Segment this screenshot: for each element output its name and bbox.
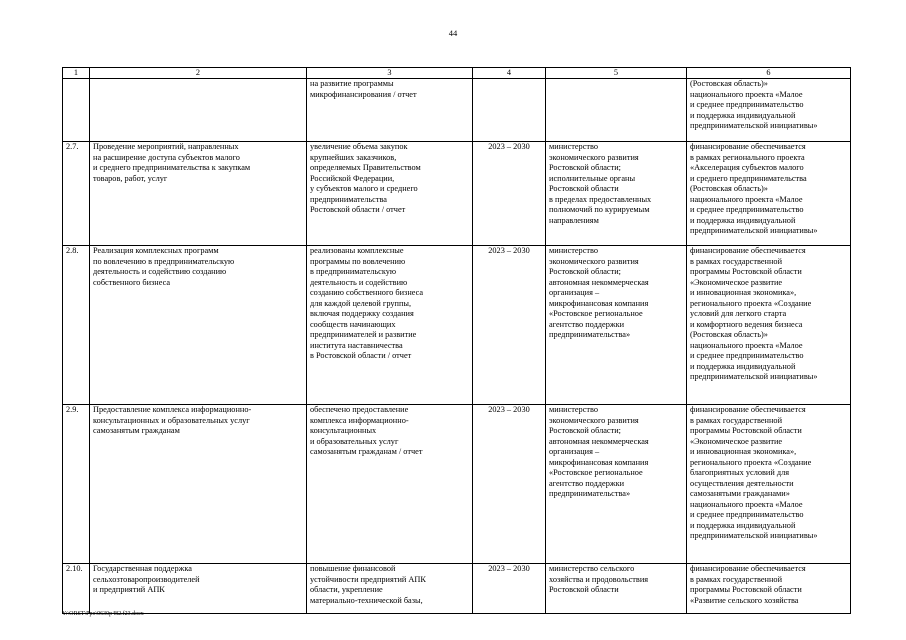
result-cell: повышение финансовой устойчивости предприятий АПК области, укрепление материально-технической базы, xyxy=(307,564,473,614)
result-cell: на развитие программы микрофинансирования / отчет xyxy=(307,79,473,142)
funding-cell: (Ростовская область)» национального проекта «Малое и среднее предпринимательство и поддержка индивидуальной предпринимательской инициативы» xyxy=(687,79,851,142)
period-cell: 2023 – 2030 xyxy=(473,405,546,564)
funding-cell: финансирование обеспечивается в рамках регионального проекта «Акселерация субъектов малого и среднего предпринимательства (Ростовская область)» национального проекта «Малое и среднее предпринимательство и поддержка индивидуальной предпринимательской инициативы» xyxy=(687,142,851,246)
funding-cell: финансирование обеспечивается в рамках государственной программы Ростовской области «Развитие сельского хозяйства xyxy=(687,564,851,614)
file-path-footer: Y:\ORST\Ppo\0630p482.f23.docx xyxy=(62,611,144,617)
column-number-1: 1 xyxy=(63,68,90,79)
period-cell: 2023 – 2030 xyxy=(473,564,546,614)
executor-cell: министерство экономического развития Ростовской области; автономная некоммерческая организация – микрофинансовая компания «Ростовское региональное агентство поддержки предпринимательства» xyxy=(546,405,687,564)
column-number-4: 4 xyxy=(473,68,546,79)
page-number: 44 xyxy=(448,28,458,38)
event-cell xyxy=(90,79,307,142)
executor-cell: министерство экономического развития Ростовской области; исполнительные органы Ростовской области в пределах предоставленных полномочий по курируемым направлениям xyxy=(546,142,687,246)
table-row xyxy=(63,142,851,246)
event-cell: Предоставление комплекса информационно- консультационных и образовательных услуг самозанятым гражданам xyxy=(90,405,307,564)
column-number-3: 3 xyxy=(307,68,473,79)
executor-cell: министерство экономического развития Ростовской области; автономная некоммерческая организация – микрофинансовая компания «Ростовское региональное агентство поддержки предпринимательства» xyxy=(546,246,687,405)
result-cell: обеспечено предоставление комплекса информационно- консультационных и образовательных услуг самозанятым гражданам / отчет xyxy=(307,405,473,564)
table-row xyxy=(63,79,851,142)
funding-cell: финансирование обеспечивается в рамках государственной программы Ростовской области «Экономическое развитие и инновационная экономика», регионального проекта «Создание благоприятных условий для осуществления деятельности самозанятыми гражданами» национального проекта «Малое и среднее предпринимательство и поддержка индивидуальной предпринимательской инициативы» xyxy=(687,405,851,564)
table-header-row xyxy=(63,68,851,79)
funding-cell: финансирование обеспечивается в рамках государственной программы Ростовской области «Экономическое развитие и инновационная экономика», регионального проекта «Создание условий для легкого старта и комфортного ведения бизнеса (Ростовская область)» национального проекта «Малое и среднее предпринимательство и поддержка индивидуальной предпринимательской инициативы» xyxy=(687,246,851,405)
executor-cell xyxy=(546,79,687,142)
column-number-6: 6 xyxy=(687,68,851,79)
row-number: 2.10. xyxy=(63,564,90,614)
table-row xyxy=(63,564,851,614)
result-cell: увеличение объема закупок крупнейших заказчиков, определяемых Правительством Российской Федерации, у субъектов малого и среднего предпринимательства Ростовской области / отчет xyxy=(307,142,473,246)
row-number xyxy=(63,79,90,142)
table-row xyxy=(63,246,851,405)
executor-cell: министерство сельского хозяйства и продовольствия Ростовской области xyxy=(546,564,687,614)
column-number-2: 2 xyxy=(90,68,307,79)
event-cell: Реализация комплексных программ по вовлечению в предпринимательскую деятельность и содействию созданию собственного бизнеса xyxy=(90,246,307,405)
period-cell: 2023 – 2030 xyxy=(473,246,546,405)
event-cell: Проведение мероприятий, направленных на расширение доступа субъектов малого и среднего предпринимательства к закупкам товаров, работ, услуг xyxy=(90,142,307,246)
period-cell: 2023 – 2030 xyxy=(473,142,546,246)
row-number: 2.7. xyxy=(63,142,90,246)
event-cell: Государственная поддержка сельхозтоваропроизводителей и предприятий АПК xyxy=(90,564,307,614)
period-cell xyxy=(473,79,546,142)
result-cell: реализованы комплексные программы по вовлечению в предпринимательскую деятельность и содействию созданию собственного бизнеса для каждой целевой группы, включая поддержку создания сообществ начинающих предпринимателей и развитие института наставничества в Ростовской области / отчет xyxy=(307,246,473,405)
row-number: 2.8. xyxy=(63,246,90,405)
table-row xyxy=(63,405,851,564)
column-number-5: 5 xyxy=(546,68,687,79)
plan-table xyxy=(62,67,851,614)
row-number: 2.9. xyxy=(63,405,90,564)
